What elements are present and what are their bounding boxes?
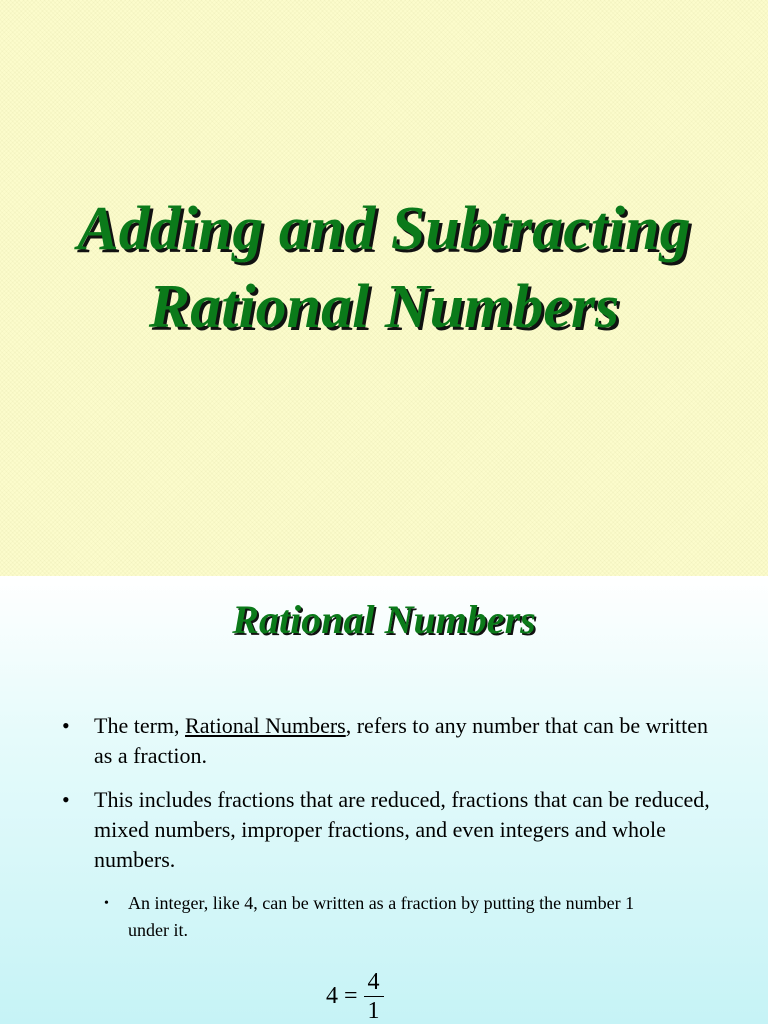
content-slide: [0, 576, 768, 1024]
title-line-1: Adding and Subtracting: [77, 195, 691, 263]
bullet-1-after: , refers to any number that can be written as a fraction.: [94, 713, 708, 768]
equation-lhs: 4 =: [326, 983, 358, 1009]
fraction-denominator: 1: [367, 998, 380, 1024]
bullet-item-2: • This includes fractions that are reduced, fractions that can be reduced, mixed numbers, improper fractions, and even integers and whole numbers.: [62, 785, 712, 875]
bullet-item-1: [62, 711, 712, 771]
fraction: [364, 968, 384, 1024]
bullet-list: [62, 711, 712, 889]
fraction-equation: [326, 968, 384, 1024]
rational-numbers-term: Rational Numbers: [185, 713, 346, 738]
sub-bullet-item: • An integer, like 4, can be written as a fraction by putting the number 1 under it.: [104, 890, 664, 944]
slide-heading: Rational Numbers: [232, 597, 536, 642]
title-line-2: Rational Numbers: [148, 273, 620, 341]
sub-bullet-list: [104, 890, 664, 944]
slide-title: [0, 190, 768, 346]
fraction-numerator: 4: [364, 968, 384, 997]
bullet-1-before: The term,: [94, 713, 186, 738]
